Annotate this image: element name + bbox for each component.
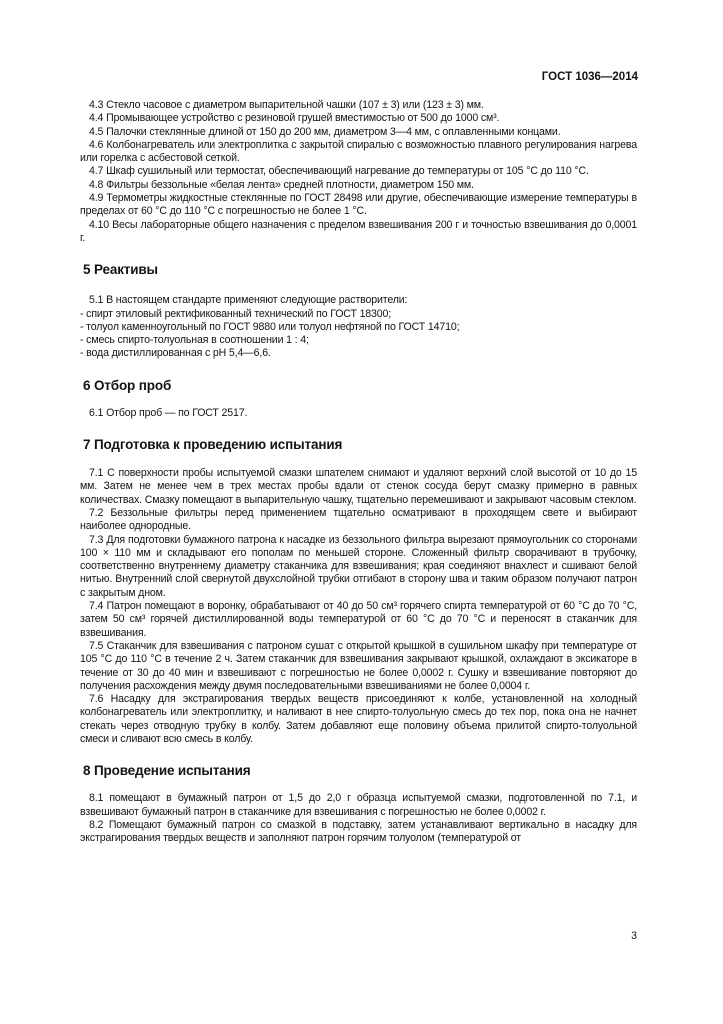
list-item-solvent: - вода дистиллированная с pH 5,4—6,6.: [80, 347, 271, 360]
paragraph-7-4: 7.4 Патрон помещают в воронку, обрабатывают от 40 до 50 см³ горячего спирта температурой от 60 °С до 70 °С, затем 50 см³ горячей дистиллированной воды температурой от 60 °С до 70 °С и переносят в стаканчик для взвешивания.: [80, 600, 637, 639]
page-number: 3: [631, 930, 637, 942]
paragraph-4-6: 4.6 Колбонагреватель или электроплитка с закрытой спиралью с возможностью плавного регулирования нагрева или горелка с асбестовой сеткой.: [80, 138, 637, 165]
page-content: [80, 99, 637, 845]
paragraph-8-2: 8.2 Помещают бумажный патрон со смазкой в подставку, затем устанавливают вертикально в насадку для экстрагирования твердых веществ и заполняют патрон горячим толуолом (температурой от: [80, 818, 637, 845]
list-item-solvent: - смесь спирто-толуольная в соотношении 1 : 4;: [80, 334, 309, 347]
paragraph-7-3: 7.3 Для подготовки бумажного патрона к насадке из беззольного фильтра вырезают прямоугольник со сторонами 100 × 110 мм и складывают его пополам по меньшей стороне. Сложенный фильтр сворачивают в трубочку, соответственно внутреннему диаметру стаканчика для взвешивания; края соединяют внахлест и сшивают белой нитью. Внутренний слой свернутой двухслойной трубки отгибают в сторону шва и таким образом получают патрон с закрытым дном.: [80, 533, 637, 599]
paragraph-4-5: 4.5 Палочки стеклянные длиной от 150 до 200 мм, диаметром 3—4 мм, с оплавленными концами.: [89, 125, 561, 138]
list-item-solvent: - спирт этиловый ректификованный технический по ГОСТ 18300;: [80, 307, 392, 320]
section-7-title: 7 Подготовка к проведению испытания: [83, 437, 343, 453]
paragraph-4-7: 4.7 Шкаф сушильный или термостат, обеспечивающий нагревание до температуры от 105 °С до 110 °С.: [89, 165, 589, 178]
document-id-header: ГОСТ 1036—2014: [541, 71, 638, 83]
paragraph-7-5: 7.5 Стаканчик для взвешивания с патроном сушат с открытой крышкой в сушильном шкафу при температуре от 105 °С до 110 °С в течение 2 ч. Затем стаканчик для взвешивания закрывают крышкой, охлаждают в эксикаторе в течение от 30 до 40 мин и взвешивают с погрешностью не более 0,0002 г. Сушку и взвешивание повторяют до получения расхождения между двумя последовательными взвешиваниями не более 0,0004 г.: [80, 639, 637, 692]
paragraph-4-3: 4.3 Стекло часовое с диаметром выпарительной чашки (107 ± 3) или (123 ± 3) мм.: [89, 99, 484, 111]
section-5-list: [80, 294, 637, 360]
paragraph-7-1: 7.1 С поверхности пробы испытуемой смазки шпателем снимают и удаляют верхний слой высотой от 10 до 15 мм. Затем не менее чем в трех местах пробы вдали от стенок сосуда берут смазку примерно в равных количествах. Смазку помещают в выпарительную чашку, тщательно перемешивают и закрывают часовым стеклом.: [80, 467, 637, 506]
section-5-title: 5 Реактивы: [83, 262, 158, 278]
paragraph-4-4: 4.4 Промывающее устройство с резиновой грушей вместимостью от 500 до 1000 см³.: [89, 112, 500, 125]
paragraph-4-10: 4.10 Весы лабораторные общего назначения с пределом взвешивания 200 г и точностью взвешивания до 0,0001 г.: [80, 218, 637, 244]
list-item-solvent: - толуол каменноугольный по ГОСТ 9880 или толуол нефтяной по ГОСТ 14710;: [80, 320, 460, 333]
paragraph-4-8: 4.8 Фильтры беззольные «белая лента» средней плотности, диаметром 150 мм.: [89, 178, 474, 191]
paragraph-4-9: 4.9 Термометры жидкостные стеклянные по ГОСТ 28498 или другие, обеспечивающие измерение температуры в пределах от 60 °С до 110 °С с погрешностью не более 1 °С.: [80, 192, 637, 218]
paragraph-6-1: 6.1 Отбор проб — по ГОСТ 2517.: [89, 406, 248, 419]
paragraph-7-2: 7.2 Беззольные фильтры перед применением тщательно осматривают в проходящем свете и выбирают наиболее однородные.: [80, 506, 637, 533]
section-6-title: 6 Отбор проб: [83, 377, 172, 393]
paragraph-7-6: 7.6 Насадку для экстрагирования твердых веществ присоединяют к колбе, установленной на холодный колбонагреватель или электроплитку, и наливают в нее спирто-толуольную смесь до тех пор, пока она не начнет стекать через отводную трубку в колбу. Затем добавляют еще половину объема прилитой спирто-толуольной смеси и сливают всю смесь в колбу.: [80, 693, 637, 745]
paragraph-8-1: 8.1 помещают в бумажный патрон от 1,5 до 2,0 г образца испытуемой смазки, подготовленной по 7.1, и взвешивают бумажный патрон в стаканчике для взвешивания с погрешностью не более 0,0002 г.: [80, 792, 637, 818]
paragraph-5-1: 5.1 В настоящем стандарте применяют следующие растворители:: [89, 294, 408, 307]
section-8-title: 8 Проведение испытания: [83, 763, 251, 779]
